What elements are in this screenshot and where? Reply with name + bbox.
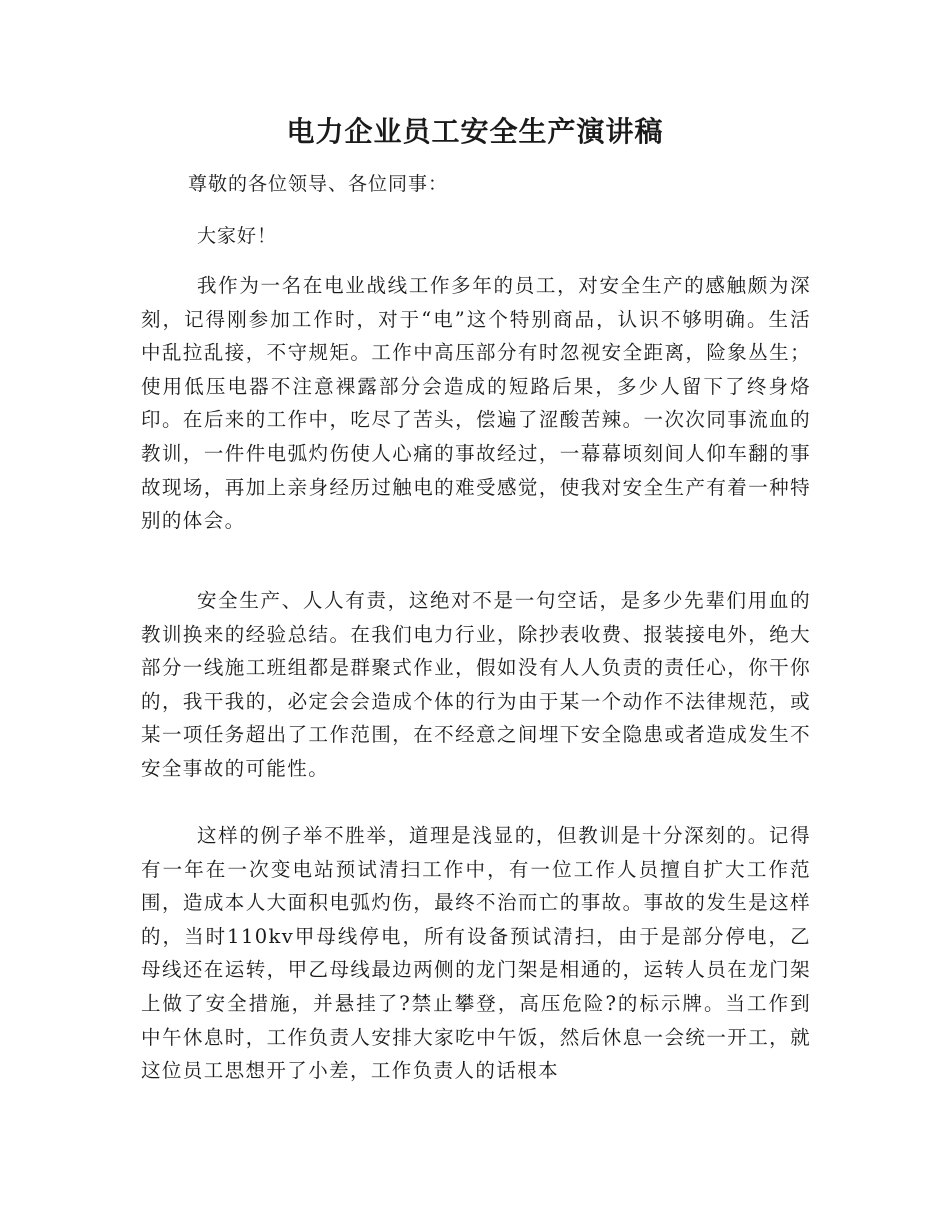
paragraph-2: 安全生产、人人有责，这绝对不是一句空话，是多少先辈们用血的教训换来的经验总结。在我们电力行业，除抄表收费、报装接电外，绝大部分一线施工班组都是群聚式作业，假如没有人人负责的责任心，你干你的，我干我的，必定会会造成个体的行为由于某一个动作不法律规范，或某一项任务超出了工作范围，在不经意之间埋下安全隐患或者造成发生不安全事故的可能性。 (141, 589, 811, 780)
salutation: 尊敬的各位领导、各位同事： (188, 173, 449, 195)
paragraph-1: 我作为一名在电业战线工作多年的员工，对安全生产的感触颇为深刻，记得刚参加工作时，对于“电”这个特别商品，认识不够明确。生活中乱拉乱接，不守规矩。工作中高压部分有时忽视安全距离，险象丛生；使用低压电器不注意裸露部分会造成的短路后果，多少人留下了终身烙印。在后来的工作中，吃尽了苦头，偿遍了涩酸苦辣。一次次同事流血的教训，一件件电弧灼伤使人心痛的事故经过，一幕幕顷刻间人仰车翻的事故现场，再加上亲身经历过触电的难受感觉，使我对安全生产有着一种特别的体会。 (141, 274, 811, 533)
document-title: 电力企业员工安全生产演讲稿 (286, 115, 664, 148)
paragraph-3: 这样的例子举不胜举，道理是浅显的，但教训是十分深刻的。记得有一年在一次变电站预试清扫工作中，有一位工作人员擅自扩大工作范围，造成本人大面积电弧灼伤，最终不治而亡的事故。事故的发生是这样的，当时110kv甲母线停电，所有设备预试清扫，由于是部分停电，乙母线还在运转，甲乙母线最边两侧的龙门架是相通的，运转人员在龙门架上做了安全措施，并悬挂了?禁止攀登，高压危险?的标示牌。当工作到中午休息时，工作负责人安排大家吃中午饭，然后休息一会统一开工，就这位员工思想开了小差，工作负责人的话根本 (141, 824, 811, 1083)
greeting: 大家好！ (197, 225, 278, 247)
